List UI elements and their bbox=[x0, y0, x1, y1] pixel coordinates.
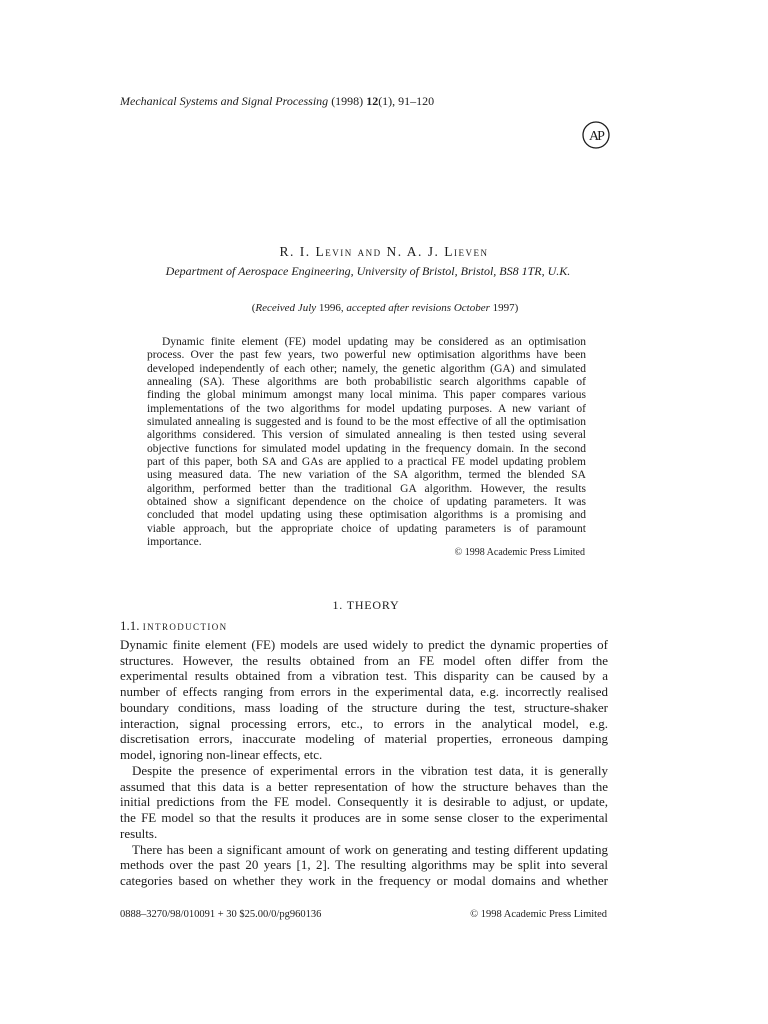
abstract-line: finding the global minimum amongst many local minima. This paper compares various bbox=[147, 389, 586, 402]
body-paragraph bbox=[120, 637, 608, 763]
body-line: model, ignoring non-linear effects, etc. bbox=[120, 747, 323, 763]
abstract bbox=[147, 336, 586, 549]
accepted-year: 1997) bbox=[492, 302, 519, 314]
body-line: Despite the presence of experimental errors in the vibration test data, it is generally bbox=[132, 762, 608, 778]
section-number: 1. bbox=[332, 598, 344, 612]
received-year: 1996, bbox=[318, 302, 344, 314]
footer-copyright: © 1998 Academic Press Limited bbox=[470, 909, 607, 920]
abstract-line: importance. bbox=[147, 535, 202, 548]
journal-header bbox=[120, 94, 434, 108]
body-text bbox=[120, 637, 608, 889]
footer-code: 0888–3270/98/010091 + 30 $25.00/0/pg960136 bbox=[120, 909, 322, 920]
body-paragraph bbox=[120, 763, 608, 842]
body-line: structures. However, the results obtained from an FE model often differ from the bbox=[120, 652, 608, 668]
subsection-number: 1.1. bbox=[120, 618, 140, 633]
logo-lettering: AP bbox=[589, 129, 603, 144]
accepted-label: accepted after revisions October bbox=[346, 302, 490, 314]
body-line: categories based on whether they work in the frequency or modal domains and whether bbox=[120, 873, 608, 889]
section-title: THEORY bbox=[346, 598, 400, 612]
received-dates bbox=[185, 301, 585, 315]
body-line: There has been a significant amount of work on generating and testing different updating bbox=[132, 841, 608, 857]
abstract-line: simulated annealing is suggested and is found to be the most effective of all the optimisation bbox=[147, 415, 586, 428]
body-line: interaction, signal processing errors, etc., to errors in the analytical model, e.g. bbox=[120, 715, 608, 731]
authors: R. I. Levin and N. A. J. Lieven bbox=[279, 244, 489, 259]
abstract-line: process. Over the past few years, two powerful new optimisation algorithms have been bbox=[147, 349, 586, 362]
body-line: the FE model so that the results it produces are in some sense closer to the experimental bbox=[120, 810, 608, 826]
abstract-line: implementations of the two algorithms for model updating purposes. A new variant of bbox=[147, 402, 586, 415]
abstract-line: concluded that model updating using these optimisation algorithms is a promising and bbox=[147, 509, 586, 522]
body-line: boundary conditions, mass loading of the structure during the test, structure-shaker bbox=[120, 699, 608, 715]
journal-title: Mechanical Systems and Signal Processing bbox=[120, 94, 329, 108]
affiliation: Department of Aerospace Engineering, University of Bristol, Bristol, BS8 1TR, U.K. bbox=[165, 264, 571, 278]
abstract-line: algorithms considered. This version of simulated annealing is then tested using several bbox=[147, 429, 586, 442]
abstract-line: using measured data. The new variation of the SA algorithm, termed the blended SA bbox=[147, 469, 586, 482]
subsection-title: introduction bbox=[142, 618, 228, 633]
body-line: experimental results obtained from a vibration test. This disparity can be caused by a bbox=[120, 668, 608, 684]
abstract-line: developed independently of each other; namely, the genetic algorithm (GA) and simulated bbox=[147, 362, 586, 375]
abstract-line: part of this paper, both SA and GAs are applied to a practical FE model updating problem bbox=[147, 455, 586, 468]
body-line: assumed that this data is a better representation of how the structure behaves than the bbox=[120, 778, 608, 794]
received-label: Received July bbox=[255, 302, 317, 314]
received-open-paren: ( bbox=[251, 302, 256, 314]
publisher-logo-icon bbox=[581, 120, 611, 150]
body-line: discretisation errors, inaccurate modeling of material properties, erroneous damping bbox=[120, 731, 608, 747]
journal-year: (1998) bbox=[331, 94, 364, 108]
body-line: results. bbox=[120, 825, 158, 841]
body-line: Dynamic finite element (FE) models are used widely to predict the dynamic properties of bbox=[120, 637, 608, 652]
journal-issue-pages: (1), 91–120 bbox=[378, 94, 435, 108]
abstract-line: algorithm, performed better than the traditional GA algorithm. However, the results bbox=[147, 482, 586, 495]
body-line: methods over the past 20 years [1, 2]. The resulting algorithms may be split into several bbox=[120, 857, 608, 873]
body-line: initial predictions from the FE model. Consequently it is desirable to adjust, or update, bbox=[120, 794, 608, 810]
section-heading bbox=[266, 598, 466, 612]
abstract-line: objective functions for simulated model updating in the frequency domain. In the second bbox=[147, 442, 586, 455]
abstract-copyright: © 1998 Academic Press Limited bbox=[454, 547, 585, 558]
body-paragraph bbox=[120, 842, 608, 889]
journal-volume: 12 bbox=[366, 94, 379, 108]
abstract-line: viable approach, but the appropriate choice of updating parameters is of paramount bbox=[147, 522, 586, 535]
subsection-heading bbox=[120, 618, 228, 634]
body-line: number of effects ranging from errors in the experimental data, e.g. incorrectly realised bbox=[120, 684, 608, 700]
abstract-line: Dynamic finite element (FE) model updating may be considered as an optimisation bbox=[162, 336, 586, 348]
abstract-line: annealing (SA). These algorithms are both probabilistic search algorithms capable of bbox=[147, 375, 586, 388]
abstract-line: obtained show a significant dependence on the choice of updating parameters. It was bbox=[147, 495, 586, 508]
